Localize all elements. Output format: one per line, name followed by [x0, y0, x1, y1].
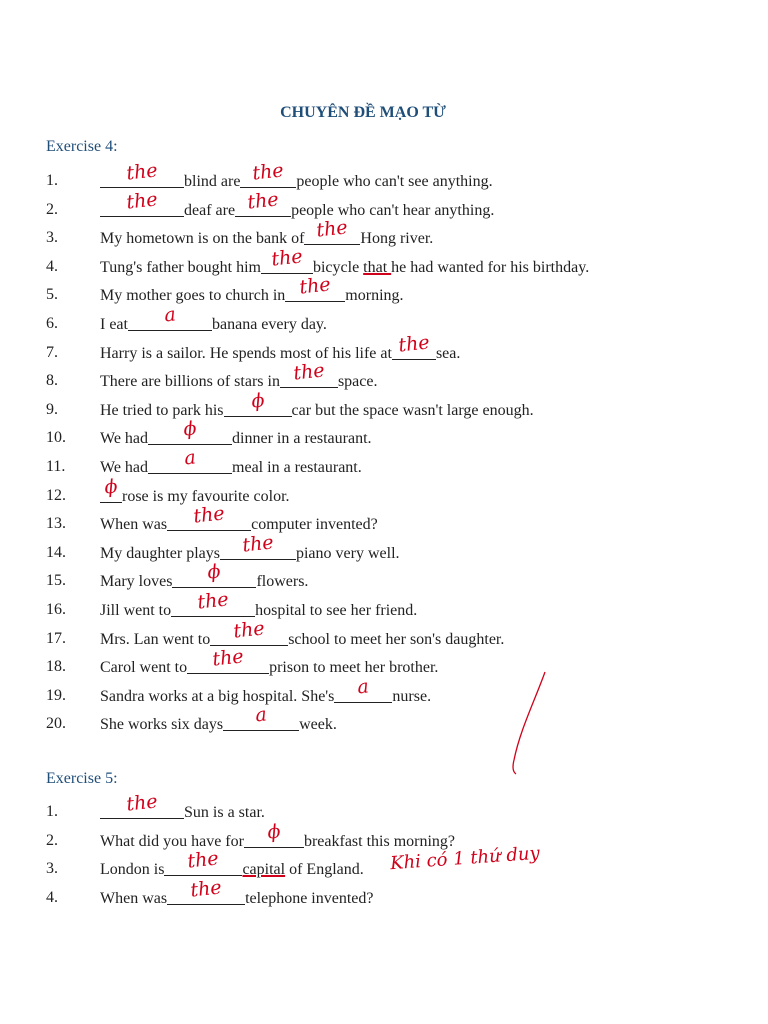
answer-blank[interactable]: [210, 617, 288, 644]
sentence-text: dinner in a restaurant.: [232, 430, 372, 448]
sentence-text: morning.: [345, 287, 404, 305]
item-number: 2.: [46, 200, 58, 218]
handwritten-answer: the: [251, 159, 286, 185]
answer-blank[interactable]: [334, 675, 392, 701]
answer-blank[interactable]: [285, 273, 345, 300]
sentence-text: breakfast this morning?: [303, 832, 456, 850]
item-sentence: [100, 531, 400, 565]
sentence-text: sea.: [435, 344, 461, 362]
handwritten-answer: the: [125, 188, 159, 214]
handwritten-answer: the: [125, 790, 159, 816]
answer-blank[interactable]: [244, 819, 304, 846]
answer-blank[interactable]: [167, 876, 245, 903]
underlined-word: capital: [242, 861, 286, 879]
answer-blank[interactable]: [171, 588, 255, 615]
item-sentence: [100, 847, 364, 881]
handwritten-answer: a: [356, 675, 371, 699]
sentence-text: Mary loves: [100, 573, 173, 591]
answer-blank[interactable]: [304, 216, 360, 243]
sentence-text: rose is my favourite color.: [122, 487, 290, 505]
sentence-text: week.: [299, 716, 337, 734]
sentence-text: I eat: [100, 316, 128, 333]
item-number: 1.: [46, 803, 58, 820]
sentence-text: meal in a restaurant.: [232, 459, 362, 476]
handwritten-answer: the: [192, 502, 226, 528]
item-sentence: [100, 790, 265, 824]
sentence-text: When was: [100, 516, 168, 534]
sentence-text: telephone invented?: [245, 889, 374, 907]
sentence-text: My mother goes to church in: [100, 287, 286, 305]
item-sentence: [100, 876, 374, 910]
sentence-text: computer invented?: [251, 516, 378, 534]
item-sentence: [100, 560, 309, 593]
handwritten-answer: ϕ: [266, 819, 282, 844]
item-number: 6.: [46, 315, 58, 332]
sentence-text: school to meet her son's daughter.: [288, 630, 505, 648]
sentence-text: car but the space wasn't large enough.: [291, 401, 534, 419]
item-number: 4.: [46, 257, 58, 275]
handwritten-answer: the: [397, 331, 431, 357]
sentence-text: My hometown is on the bank of: [100, 230, 305, 248]
sentence-text: What did you have for: [100, 832, 244, 850]
handwritten-answer: the: [189, 876, 223, 902]
answer-blank[interactable]: [280, 359, 338, 386]
item-sentence: [100, 216, 434, 250]
handwritten-answer: the: [298, 273, 332, 299]
sentence-text: of England.: [285, 861, 364, 879]
sentence-text: deaf are: [184, 201, 236, 219]
sentence-text: My daughter plays: [100, 544, 220, 562]
sentence-text: people who can't hear anything.: [291, 201, 495, 219]
item-number: 1.: [46, 172, 58, 189]
sentence-text: London is: [100, 861, 165, 879]
item-number: 15.: [46, 572, 66, 590]
sentence-text: banana every day.: [211, 316, 327, 333]
item-number: 8.: [46, 372, 58, 390]
sentence-text: Mrs. Lan went to: [100, 630, 211, 648]
answer-blank[interactable]: [100, 790, 184, 817]
item-number: 19.: [46, 686, 66, 704]
handwritten-answer: the: [232, 617, 266, 643]
sentence-text: prison to meet her brother.: [269, 659, 439, 677]
answer-blank[interactable]: [100, 159, 184, 186]
sentence-text: Tung's father bought him: [100, 258, 261, 276]
item-sentence: [100, 273, 404, 307]
answer-blank[interactable]: [235, 188, 291, 215]
answer-blank[interactable]: [187, 645, 269, 672]
item-sentence: [100, 245, 590, 279]
answer-blank[interactable]: [220, 531, 296, 558]
answer-blank[interactable]: [392, 331, 436, 358]
sentence-text: bicycle: [312, 258, 364, 276]
answer-blank[interactable]: [100, 188, 184, 215]
sentence-text: Sun is a star.: [184, 804, 265, 821]
sentence-text: space.: [337, 373, 378, 391]
answer-blank[interactable]: [224, 389, 292, 415]
answer-blank[interactable]: [100, 474, 122, 501]
item-sentence: [100, 188, 495, 222]
handwritten-answer: ϕ: [206, 560, 223, 585]
sentence-text: Jill went to: [100, 602, 172, 619]
item-number: 13.: [46, 515, 66, 533]
sentence-text: piano very well.: [295, 544, 400, 562]
handwritten-answer: the: [292, 359, 326, 385]
sentence-text: blind are: [184, 173, 241, 190]
sentence-text: nurse.: [392, 687, 432, 705]
handwritten-answer: ϕ: [182, 417, 198, 442]
answer-blank[interactable]: [223, 703, 299, 729]
handwritten-answer: the: [125, 159, 159, 185]
handwritten-answer: ϕ: [249, 389, 266, 413]
handwritten-answer: the: [196, 588, 230, 614]
sentence-text: We had: [100, 430, 149, 448]
handwritten-answer: the: [246, 188, 280, 214]
answer-blank[interactable]: [128, 303, 212, 329]
item-sentence: [100, 417, 372, 450]
item-number: 16.: [46, 601, 66, 618]
sentence-text: Sandra works at a big hospital. She's: [100, 687, 335, 705]
item-number: 7.: [46, 343, 58, 361]
item-sentence: [100, 588, 418, 622]
item-sentence: [100, 389, 534, 422]
exercise-4-heading: Exercise 4:: [46, 138, 118, 155]
item-number: 11.: [46, 458, 66, 475]
handwritten-answer: the: [211, 645, 245, 671]
item-sentence: [100, 303, 327, 336]
sentence-text: We had: [100, 459, 149, 476]
item-number: 14.: [46, 543, 66, 561]
answer-blank[interactable]: [172, 560, 256, 586]
handwritten-answer: the: [315, 216, 350, 242]
item-sentence: [100, 617, 505, 651]
answer-blank[interactable]: [148, 417, 232, 443]
handwritten-margin-note: Khi có 1 thứ duy: [389, 842, 541, 875]
sentence-text: hospital to see her friend.: [255, 602, 418, 619]
item-number: 3.: [46, 860, 58, 878]
item-number: 17.: [46, 629, 66, 647]
answer-blank[interactable]: [164, 847, 242, 874]
sentence-text: There are billions of stars in: [100, 373, 280, 391]
handwritten-answer: ϕ: [103, 474, 119, 499]
item-number: 3.: [46, 229, 58, 247]
item-sentence: [100, 446, 362, 479]
item-sentence: [100, 703, 337, 736]
item-sentence: [100, 819, 456, 853]
sentence-text: he had wanted for his birthday.: [391, 258, 590, 276]
sentence-text: Harry is a sailor. He spends most of his life at: [100, 344, 392, 362]
handwritten-answer: the: [186, 847, 221, 873]
item-sentence: [100, 159, 493, 193]
sentence-text: He tried to park his: [100, 401, 224, 419]
item-number: 9.: [46, 400, 58, 418]
item-sentence: [100, 502, 378, 536]
item-sentence: [100, 645, 439, 679]
page-title: CHUYÊN ĐỀ MẠO TỪ: [280, 104, 446, 121]
underlined-word: that: [363, 258, 392, 276]
handwritten-answer: the: [241, 531, 275, 557]
answer-blank[interactable]: [261, 245, 313, 272]
answer-blank[interactable]: [240, 159, 296, 186]
item-number: 20.: [46, 715, 66, 733]
answer-blank[interactable]: [148, 446, 232, 472]
sentence-text: Carol went to: [100, 659, 188, 677]
item-number: 5.: [46, 286, 58, 304]
item-sentence: [100, 359, 378, 393]
item-number: 2.: [46, 831, 58, 849]
sentence-text: Hong river.: [360, 230, 434, 248]
handwritten-answer: a: [163, 303, 177, 327]
answer-blank[interactable]: [167, 502, 251, 529]
exercise-5-heading: Exercise 5:: [46, 770, 118, 787]
item-number: 10.: [46, 429, 66, 447]
item-sentence: [100, 675, 432, 708]
sentence-text: flowers.: [256, 573, 309, 591]
handwritten-answer: the: [270, 245, 304, 271]
item-number: 4.: [46, 888, 58, 906]
item-number: 18.: [46, 658, 66, 676]
sentence-text: She works six days: [100, 716, 224, 734]
item-sentence: [100, 331, 461, 365]
sentence-text: When was: [100, 889, 168, 907]
handwritten-answer: a: [183, 446, 197, 470]
item-number: 12.: [46, 486, 66, 504]
handwritten-answer: a: [254, 703, 268, 727]
item-sentence: [100, 474, 290, 508]
sentence-text: people who can't see anything.: [296, 173, 493, 190]
